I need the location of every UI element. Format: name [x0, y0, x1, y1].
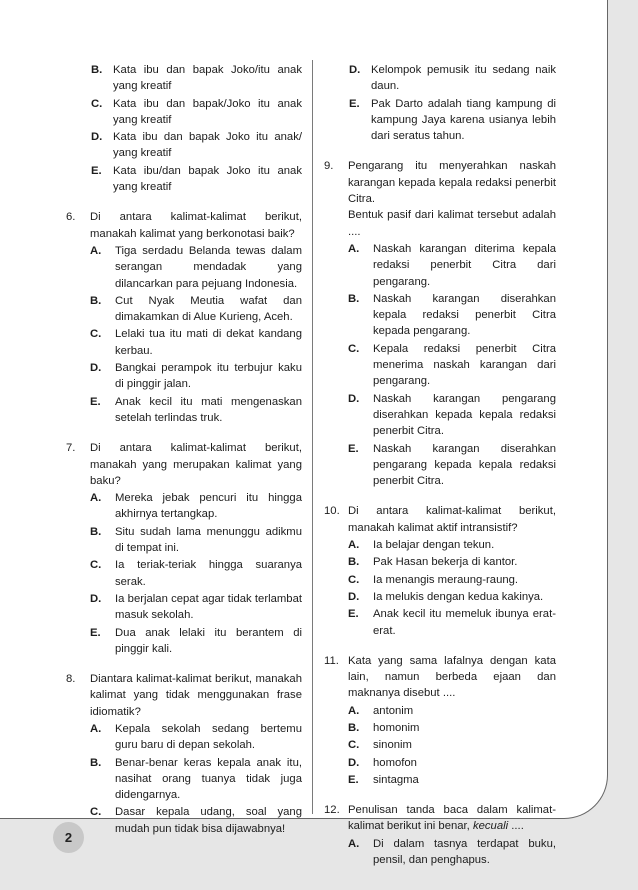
option-5e	[62, 163, 302, 196]
option-8b	[90, 755, 302, 804]
option-8a	[90, 721, 302, 754]
option-11d	[348, 755, 556, 771]
option-10d	[348, 589, 556, 605]
question-6	[62, 209, 302, 426]
option-5d	[62, 129, 302, 162]
option-label: A.	[348, 242, 360, 255]
option-label: A.	[348, 837, 360, 850]
option-label: B.	[91, 64, 103, 76]
option-label: E.	[348, 773, 359, 786]
option-label: D.	[348, 392, 360, 405]
question-number: 11.	[324, 654, 339, 667]
option-label: A.	[90, 722, 102, 735]
question-text-emphasis: kecuali	[472, 820, 509, 833]
option-6d	[90, 360, 302, 393]
option-9c	[348, 341, 556, 390]
question-number: 8.	[66, 673, 76, 686]
option-text: Ia teriak-teriak hingga suaranya serak.	[115, 559, 302, 588]
option-label: E.	[91, 164, 102, 177]
question-5-continued	[62, 62, 302, 195]
question-text: Di antara kalimat-kalimat berikut, manakah kalimat aktif intransistif?	[348, 505, 556, 534]
option-text: Pak Hasan bekerja di kantor.	[373, 556, 518, 569]
left-column	[62, 61, 302, 851]
option-label: B.	[90, 525, 102, 538]
option-11e	[348, 772, 556, 788]
option-text: Cut Nyak Meutia wafat dan dimakamkan di Alue Kurieng, Aceh.	[115, 294, 302, 324]
option-text: Kata ibu dan bapak/Joko itu anak yang kreatif	[113, 97, 302, 126]
question-text: Di antara kalimat-kalimat berikut, manakah yang merupakan kalimat yang baku?	[90, 442, 302, 487]
option-text: Lelaki tua itu mati di dekat kandang kerbau.	[115, 328, 302, 357]
option-text: antonim	[373, 704, 414, 717]
question-number: 6.	[66, 211, 76, 224]
option-label: E.	[348, 608, 359, 621]
option-text: Situ sudah lama menunggu adikmu di tempat ini.	[115, 525, 302, 555]
option-label: B.	[90, 756, 102, 769]
question-subtext: Bentuk pasif dari kalimat tersebut adalah ....	[348, 209, 556, 238]
option-7b	[90, 524, 302, 557]
option-label: E.	[349, 97, 360, 110]
option-text: sintagma	[373, 773, 419, 786]
option-label: D.	[90, 592, 102, 605]
option-7a	[90, 490, 302, 523]
option-label: B.	[348, 556, 360, 569]
option-text: Ia berjalan cepat agar tidak terlambat masuk sekolah.	[115, 592, 302, 622]
question-text	[348, 802, 556, 835]
option-6a	[90, 243, 302, 292]
option-label: D.	[348, 590, 360, 603]
option-text: Ia belajar dengan tekun.	[373, 539, 495, 552]
option-text: Ia melukis dengan kedua kakinya.	[373, 590, 544, 603]
option-8e	[320, 96, 556, 145]
option-10c	[348, 572, 556, 588]
option-10a	[348, 537, 556, 553]
option-label: D.	[349, 64, 361, 76]
option-label: D.	[91, 131, 103, 144]
question-7	[62, 440, 302, 657]
option-9d	[348, 391, 556, 440]
option-text: Kata ibu dan bapak Joko itu anak/ yang kreatif	[113, 131, 302, 160]
option-text: Kata ibu dan bapak Joko/itu anak yang kreatif	[113, 64, 302, 93]
option-text: homofon	[373, 756, 417, 769]
option-label: A.	[90, 492, 102, 505]
option-text: Anak kecil itu mati mengenaskan setelah terlindas truk.	[115, 395, 302, 424]
option-label: E.	[90, 395, 101, 408]
option-text: Benar-benar keras kepala anak itu, nasihat orang tuanya tidak juga didengarnya.	[115, 756, 302, 802]
option-6e	[90, 394, 302, 427]
option-label: C.	[348, 739, 360, 752]
option-text: Tiga serdadu Belanda tewas dalam serangan mendadak yang dilancarkan para pejuang Indonesia.	[115, 244, 302, 290]
option-8d	[320, 62, 556, 95]
option-11b	[348, 720, 556, 736]
option-text: Naskah karangan diterima kepala redaksi penerbit Citra dari pengarang.	[373, 242, 556, 288]
option-11a	[348, 703, 556, 719]
option-label: C.	[91, 97, 103, 110]
option-text: Dasar kepala udang, soal yang mudah pun tidak bisa dijawabnya!	[115, 806, 302, 835]
option-text: Anak kecil itu memeluk ibunya erat-erat.	[373, 608, 556, 637]
option-label: A.	[348, 539, 360, 552]
question-10	[320, 503, 556, 638]
option-text: Kepala redaksi penerbit Citra menerima naskah karangan dari pengarang.	[373, 342, 556, 388]
option-text: Bangkai perampok itu terbujur kaku di pinggir jalan.	[115, 362, 302, 391]
question-text: Kata yang sama lafalnya dengan kata lain, namun berbeda ejaan dan maknanya disebut ....	[348, 654, 556, 700]
option-text: Pak Darto adalah tiang kampung di kampung Jaya karena usianya lebih dari seratus tahun.	[371, 97, 556, 143]
question-number: 9.	[324, 160, 334, 173]
question-8	[62, 671, 302, 837]
option-5b	[62, 62, 302, 95]
option-text: sinonim	[373, 739, 412, 752]
option-text: Di dalam tasnya terdapat buku, pensil, dan penghapus.	[373, 837, 556, 867]
question-11	[320, 653, 556, 788]
option-label: C.	[90, 328, 102, 341]
question-number: 10.	[324, 505, 340, 518]
option-11c	[348, 737, 556, 753]
option-label: B.	[90, 294, 102, 307]
option-8c	[90, 804, 302, 837]
column-divider	[312, 60, 313, 814]
question-number: 7.	[66, 442, 76, 455]
option-text: Dua anak lelaki itu berantem di pinggir kali.	[115, 626, 302, 655]
option-7d	[90, 591, 302, 624]
option-label: A.	[348, 704, 360, 717]
option-text: Ia menangis meraung-raung.	[373, 573, 519, 586]
option-5c	[62, 96, 302, 129]
option-label: E.	[348, 442, 359, 455]
option-7c	[90, 557, 302, 590]
question-text: Di antara kalimat-kalimat berikut, manakah kalimat yang berkonotasi baik?	[90, 211, 302, 240]
option-text: Naskah karangan diserahkan pengarang kepada kepala redaksi penerbit Citra.	[373, 442, 556, 488]
option-text: Kata ibu/dan bapak Joko itu anak yang kreatif	[113, 164, 302, 194]
option-label: C.	[90, 559, 102, 572]
option-6c	[90, 326, 302, 359]
option-label: B.	[348, 721, 360, 734]
option-label: A.	[90, 244, 102, 257]
option-10e	[348, 606, 556, 639]
question-number: 12.	[324, 804, 340, 817]
right-column	[320, 61, 556, 882]
question-8-continued	[320, 62, 556, 144]
question-text: Pengarang itu menyerahkan naskah karangan kepada kepala redaksi penerbit Citra.	[348, 160, 556, 206]
option-label: D.	[90, 362, 102, 375]
page-number-badge: 2	[53, 822, 84, 853]
option-6b	[90, 293, 302, 326]
option-text: homonim	[373, 721, 420, 734]
option-12a	[348, 836, 556, 869]
question-text-main: Penulisan tanda baca dalam kalimat-kalimat berikut ini benar,	[348, 804, 556, 833]
option-9b	[348, 291, 556, 340]
option-text: Mereka jebak pencuri itu hingga akhirnya tertangkap.	[115, 492, 302, 521]
option-10b	[348, 554, 556, 570]
option-label: C.	[348, 573, 360, 586]
question-9	[320, 158, 556, 489]
question-text-end: ....	[508, 820, 524, 833]
question-text: Diantara kalimat-kalimat berikut, manakah kalimat yang tidak menggunakan frase idiomatik?	[90, 673, 302, 718]
option-label: B.	[348, 292, 360, 305]
question-12	[320, 802, 556, 868]
option-label: E.	[90, 626, 101, 639]
option-label: C.	[348, 342, 360, 355]
option-7e	[90, 625, 302, 658]
option-label: D.	[348, 756, 360, 769]
option-text: Naskah karangan diserahkan kepala redaksi penerbit Citra kepada pengarang.	[373, 292, 556, 338]
option-text: Kelompok pemusik itu sedang naik daun.	[371, 64, 556, 93]
option-9a	[348, 241, 556, 290]
option-9e	[348, 441, 556, 490]
option-text: Kepala sekolah sedang bertemu guru baru di depan sekolah.	[115, 722, 302, 752]
option-text: Naskah karangan pengarang diserahkan kepada kepala redaksi penerbit Citra.	[373, 392, 556, 438]
option-label: C.	[90, 806, 102, 819]
